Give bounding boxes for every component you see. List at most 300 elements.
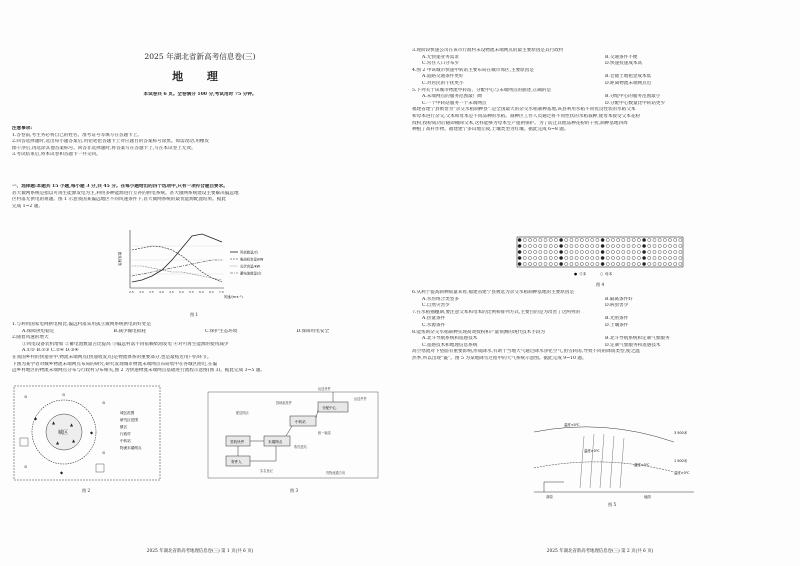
female-parent-plant [632, 238, 635, 241]
female-parent-plant [637, 238, 640, 241]
female-parent-plant [596, 238, 599, 241]
notice-line: 3.考试结束后,将本试卷和答题卡一并交回。 [12, 152, 101, 158]
exam-title: 2025 年湖北省新高考信息卷(三) [144, 52, 256, 61]
legend-item: 柴油机容量/kW [240, 257, 264, 262]
series-wind-turbines [132, 234, 222, 282]
figure-3-caption: 图 3 [290, 488, 299, 493]
female-parent-plant [534, 244, 537, 247]
female-parent-plant [544, 256, 547, 259]
x-tick: 4.5 [169, 290, 174, 294]
terrain-step [544, 482, 564, 492]
legend-item: 镇区 [120, 425, 128, 429]
female-parent-plant [658, 244, 661, 247]
question-7-options-row [412, 316, 788, 323]
female-parent-plant [632, 244, 635, 247]
question-2-statements: ①风电设备装机增加 ②蓄电池数量占比提高 ③偏远村落不再依赖柴油发电 ④对可再生能源的使用减少 [22, 341, 229, 347]
figure-3-flowchart [206, 384, 384, 484]
female-parent-plant [596, 256, 599, 259]
question-8-options-row [412, 336, 788, 343]
female-parent-plant [653, 238, 656, 241]
x-tick: 5.0 [179, 290, 184, 294]
option[interactable]: B.交通条件不便 [605, 54, 638, 60]
plateau-label: 高原 [546, 495, 553, 499]
option[interactable]: D.快递投递成本高 [605, 61, 643, 67]
female-parent-plant [523, 244, 526, 247]
female-parent-plant [648, 250, 651, 253]
x-tick: 6.5 [209, 290, 214, 294]
question-5: 5.下列关于该城市物流中转站、分配中心与末端网点的描述,正确的是 [412, 87, 552, 93]
edge-label: 统一输送 [318, 431, 331, 435]
subject-title: 地 理 [172, 70, 228, 83]
planting-cells [518, 238, 682, 265]
transfer-station-icon: ◆ [90, 430, 94, 435]
figure-5-caption: 图 5 [608, 502, 617, 507]
female-parent-plant [570, 262, 573, 265]
option[interactable]: C.保护生态环境 [205, 328, 238, 334]
option[interactable]: B.仓储土地租金成本低 [605, 74, 652, 80]
female-parent-plant [554, 250, 557, 253]
exam-page-2 [400, 0, 800, 566]
figure-4-caption: 图 4 [596, 282, 605, 287]
male-parent-plant [559, 262, 562, 265]
chart-grid [130, 246, 224, 274]
female-parent-plant [663, 262, 666, 265]
question-3-options-row [412, 55, 788, 62]
question-2-options[interactable]: A.①② B.①③ C.②④ D.③④ [22, 348, 79, 354]
option[interactable]: C.自然灾害少 [422, 303, 450, 309]
female-parent-plant [565, 244, 568, 247]
notice-line: 擦干净后,再选涂其他答案标号。回答非选择题时,将答案写在答题卡上,写在本试卷上无效。 [12, 145, 196, 151]
female-parent-plant [653, 250, 656, 253]
female-parent-plant [674, 256, 677, 259]
female-parent-plant [575, 262, 578, 265]
option[interactable]: A.末端网点的服务范围最广阔 [422, 94, 482, 100]
female-parent-plant [570, 238, 573, 241]
female-parent-plant [674, 244, 677, 247]
female-parent-plant [549, 256, 552, 259]
female-parent-plant [617, 238, 620, 241]
female-parent-plant [523, 238, 526, 241]
female-parent-plant [663, 250, 666, 253]
male-parent-plant [601, 238, 604, 241]
male-parent-plant [559, 238, 562, 241]
question-8: 8.能帮助杂交水稻制种实现高效授粉和产量预测的现代技术手段为 [412, 329, 546, 335]
female-parent-plant [549, 238, 552, 241]
female-parent-plant [575, 238, 578, 241]
female-parent-plant [668, 256, 671, 259]
node-label: 末端网点 [268, 440, 283, 444]
female-parent-plant [528, 256, 531, 259]
male-parent-icon: ● [574, 272, 578, 276]
female-parent-plant [580, 250, 583, 253]
female-parent-plant [679, 238, 682, 241]
female-parent-plant [632, 262, 635, 265]
passage-line: 高空寒流对下垫面有重要影响,形成降水,有助于当地大气通过降水净化空气,由雪转雨,导致不同的降雨类型,使之温 [412, 349, 640, 355]
ground-label: 地面 [644, 495, 651, 499]
female-parent-plant [637, 250, 640, 253]
female-parent-plant [627, 250, 630, 253]
option[interactable]: A.热量条件 [422, 316, 446, 322]
female-parent-plant [585, 256, 588, 259]
female-parent-plant [617, 256, 620, 259]
option[interactable]: D.定制气象服务和遥感技术 [605, 342, 661, 348]
female-parent-plant [591, 262, 594, 265]
precipitation-lines [580, 434, 624, 488]
female-parent-plant [637, 244, 640, 247]
male-parent-plant [559, 244, 562, 247]
temperature-label: 温度<0℃ [634, 463, 650, 467]
female-parent-plant [544, 238, 547, 241]
female-parent-plant [668, 262, 671, 265]
female-parent-plant [544, 262, 547, 265]
female-parent-plant [637, 256, 640, 259]
female-parent-plant [554, 238, 557, 241]
female-parent-plant [585, 262, 588, 265]
male-parent-plant [518, 238, 521, 241]
male-parent-plant [559, 250, 562, 253]
female-parent-plant [622, 262, 625, 265]
delivery-point-icon: ▲ [72, 438, 76, 443]
legend-item: 光伏容量/kW [240, 264, 261, 269]
female-parent-plant [539, 250, 542, 253]
option[interactable]: A.水热组合类型多 [422, 296, 459, 302]
node-label: 寄件人 [231, 460, 242, 464]
legend-item: 中转站 [120, 439, 131, 443]
female-parent-plant [549, 262, 552, 265]
female-parent-plant [611, 250, 614, 253]
male-parent-plant [601, 262, 604, 265]
village-icon: ⊙ [24, 394, 28, 399]
legend-item: 研究区范围 [120, 418, 138, 422]
female-parent-plant [611, 244, 614, 247]
male-parent-plant [642, 256, 645, 259]
question-3-options-row [412, 61, 788, 68]
female-parent-plant [580, 262, 583, 265]
legend-item: 风机数量/台 [240, 250, 259, 255]
female-parent-plant [658, 256, 661, 259]
female-parent-plant [539, 262, 542, 265]
female-parent-plant [585, 250, 588, 253]
female-parent-plant [611, 238, 614, 241]
village-icon: ⊙ [24, 464, 28, 469]
female-parent-plant [565, 238, 568, 241]
female-parent-plant [606, 256, 609, 259]
x-tick: 6.0 [199, 290, 204, 294]
passage-line: 远乡村地区的物流末端网点分布与行政村分布相关,图 2 为快递物流末端网点基础进行流程示意图(图 3)。据此完成 3~5 题。 [12, 368, 265, 374]
female-parent-plant [617, 262, 620, 265]
passage-line: 在我国乡村的快递业中,物流末端网点(快递收发点)是物流体系的重要部分,也是最贴近用户的环节。 [12, 354, 212, 360]
chart-legend [230, 250, 264, 276]
male-parent-plant [518, 250, 521, 253]
female-parent-plant [539, 256, 542, 259]
male-parent-plant [642, 238, 645, 241]
legend-item: 城区范围 [120, 411, 135, 415]
female-parent-plant [606, 238, 609, 241]
edge-label: 实名登记 [260, 469, 273, 473]
female-parent-plant [648, 262, 651, 265]
question-4-options-row [412, 74, 788, 81]
female-parent-plant [679, 244, 682, 247]
male-parent-plant [601, 256, 604, 259]
option[interactable]: B.北斗导航系统和定制气象服务 [605, 336, 670, 342]
town-box [20, 438, 28, 446]
figure-5-weather-diagram [524, 412, 704, 500]
female-parent-plant [591, 250, 594, 253]
legend-item: 蓄电池数量/台 [240, 271, 262, 276]
legend-item: 行政村 [120, 432, 131, 436]
female-parent-plant [534, 238, 537, 241]
male-parent-plant [559, 256, 562, 259]
female-parent-plant [617, 244, 620, 247]
female-parent-plant [668, 244, 671, 247]
series-diesel [132, 246, 222, 282]
female-parent-plant [627, 244, 630, 247]
male-parent-plant [601, 244, 604, 247]
delivery-point-icon: ▲ [70, 422, 74, 427]
passage-line: 区村落无供电的难题。图 1 示意我国某偏远地区不同风速条件下,甚大微网系统的最优能源配置结果。据此 [12, 197, 227, 203]
female-parent-plant [528, 238, 531, 241]
female-parent-plant [679, 250, 682, 253]
diagram-labels [546, 422, 690, 499]
question-4: 4.图 2 中该城市快递中转站主要布局在城市郊区,主要原因是 [412, 67, 534, 73]
female-parent-plant [549, 244, 552, 247]
female-parent-plant [658, 262, 661, 265]
delivery-point-icon: ▲ [56, 440, 60, 445]
female-parent-plant [534, 250, 537, 253]
question-7-options-row [412, 323, 788, 330]
female-parent-plant [528, 262, 531, 265]
female-parent-plant [554, 256, 557, 259]
figure-1-caption: 图 1 [190, 312, 199, 317]
female-parent-plant [575, 244, 578, 247]
option[interactable]: C.遥感技术和地理信息系统 [422, 342, 478, 348]
page-1-footer: 2025 年湖北省新高考地理信息卷(三) 第 1 页(共 6 页) [146, 549, 254, 554]
warm-layer-boundary [534, 462, 674, 472]
female-parent-plant [648, 256, 651, 259]
x-tick-labels [129, 290, 224, 294]
male-parent-plant [518, 262, 521, 265]
male-parent-plant [642, 244, 645, 247]
female-parent-plant [580, 256, 583, 259]
option[interactable]: A.保障供电稳定 [22, 328, 55, 334]
female-parent-plant [528, 250, 531, 253]
edge-label: 货物流通方向 [326, 471, 346, 475]
section-1-heading: 一、选择题:本题共 15 小题,每小题 3 分,共 45 分。在每小题给出的四个选项中,只有一项符合题目要求。 [12, 184, 228, 189]
option[interactable]: C.对居民的干扰更小 [422, 80, 464, 86]
y-axis-label: 装机容量 [118, 251, 122, 266]
question-4-options-row [412, 81, 788, 88]
legend-item: 母本 [605, 272, 613, 276]
female-parent-plant [549, 250, 552, 253]
passage-line: 下图为某学者对城乡物流末端网点布局的研究,研究发现城市物流末端网点布局集中在各城区附近,在偏 [12, 361, 218, 367]
x-tick: 4.0 [159, 290, 164, 294]
map-legend [120, 410, 142, 450]
option[interactable]: D.距离物流末端网点近 [605, 80, 652, 86]
female-parent-plant [523, 250, 526, 253]
question-8-options-row [412, 343, 788, 350]
female-parent-plant [565, 250, 568, 253]
female-parent-plant [674, 250, 677, 253]
village-icon: ⊙ [102, 450, 106, 455]
option[interactable]: D.病虫害少 [605, 303, 629, 309]
female-parent-plant [544, 250, 547, 253]
female-parent-plant [674, 238, 677, 241]
female-parent-plant [591, 244, 594, 247]
option[interactable]: B.减少输电损耗 [113, 328, 146, 334]
notice-title: 注意事项: [12, 126, 33, 131]
female-parent-plant [668, 238, 671, 241]
female-parent-plant [570, 250, 573, 253]
female-parent-plant [648, 238, 651, 241]
female-parent-plant [653, 244, 656, 247]
option[interactable]: D.土壤条件 [605, 322, 629, 328]
female-parent-plant [606, 244, 609, 247]
notice-line: 1.答卷前,考生务必将自己的姓名、准考证号等填写在答题卡上。 [12, 132, 142, 138]
passage-line: 热季,所以出现“霰”。图 5 为某地降雪过程中的天气系统示意图。据此完成 9~10 题。 [412, 355, 587, 361]
x-tick: 3.5 [149, 290, 154, 294]
female-parent-plant [622, 250, 625, 253]
female-parent-plant [648, 244, 651, 247]
male-parent-plant [642, 250, 645, 253]
male-parent-plant [518, 256, 521, 259]
female-parent-plant [565, 256, 568, 259]
x-tick: 7.0 [219, 290, 224, 294]
female-parent-plant [554, 244, 557, 247]
female-parent-plant [606, 250, 609, 253]
option[interactable]: B.分配中心的服务范围最小 [605, 94, 661, 100]
female-parent-plant [653, 256, 656, 259]
x-tick: 2.5 [129, 290, 134, 294]
passage-line: 授粉,授粉成功后随即剔除父本,这样能够为母本生产提供保护。为了防止其他品种花粉的干扰,制种基地四周 [412, 120, 628, 126]
x-tick: 3.0 [139, 290, 144, 294]
option[interactable]: D.保障用电安全 [296, 328, 330, 334]
passage-line: 完成 1~2 题。 [12, 203, 43, 209]
transfer-station-icon: ◆ [34, 416, 38, 421]
temperature-label: 温度<0℃ [564, 423, 580, 427]
female-parent-plant [580, 244, 583, 247]
female-parent-plant [632, 250, 635, 253]
female-parent-plant [606, 262, 609, 265]
transfer-station-icon: ◆ [60, 470, 64, 475]
edge-label: 按地址派件 [276, 401, 292, 405]
option[interactable]: C.一个中转站服务一个末端网点 [422, 100, 487, 106]
male-parent-plant [518, 244, 521, 247]
node-label: 签收快件 [230, 440, 245, 444]
question-1: 1.与利用国家电网供电相比,偏远村落采用孤立微网系统供电的好处是 [12, 322, 152, 327]
male-parent-plant [642, 262, 645, 265]
figure-1-chart [112, 226, 282, 308]
female-parent-plant [653, 262, 656, 265]
female-parent-plant [534, 256, 537, 259]
edge-label: 收货进站 [294, 445, 307, 449]
x-axis-label: 风速/(m·s⁻¹) [224, 295, 243, 299]
question-6: 6.从利于提高制种质量来看,福建省建宁县被选为杂交水稻制种基地的主要原因是 [412, 290, 575, 295]
female-parent-plant [591, 238, 594, 241]
figure-4-planting-grid [516, 236, 684, 278]
option[interactable]: B.光照条件 [605, 316, 629, 322]
female-parent-plant [668, 250, 671, 253]
altitude-label: 1 500米 [674, 459, 688, 463]
passage-line: 种植了高秆作物。福建建宁多山地丘陵,土壤类型为红壤。据此完成 6~8 题。 [412, 127, 569, 133]
urban-center-label: 城区 [58, 430, 69, 436]
edge-label: 配送网点 [236, 411, 249, 415]
male-parent-plant [601, 250, 604, 253]
female-parent-plant [596, 244, 599, 247]
female-parent-plant [611, 262, 614, 265]
female-parent-plant [622, 238, 625, 241]
female-parent-plant [570, 244, 573, 247]
female-parent-plant [627, 262, 630, 265]
female-parent-plant [658, 238, 661, 241]
edge-label: 运送件件 [354, 397, 367, 401]
node-label: 分配中心 [322, 406, 337, 410]
passage-line: 和母本进行杂交,父本和母本是不同品种的水稻。制种区工作人员通过将不同性状的水稻栽种,使母本接受父本花粉 [412, 113, 641, 119]
study-area-border [14, 386, 160, 480]
legend-item: 物流末端网点 [120, 446, 142, 450]
female-parent-plant [528, 244, 531, 247]
town-box [96, 464, 104, 472]
notice-line: 2.回答选择题时,选出每小题答案后,用铅笔把答题卡上对应题目的答案标号涂黑。如需改动,用橡皮 [12, 139, 210, 145]
female-parent-plant [611, 256, 614, 259]
edge-label: 运送快件 [318, 387, 331, 391]
option[interactable]: B.隔离条件好 [605, 296, 633, 302]
female-parent-plant [591, 256, 594, 259]
female-parent-plant [575, 256, 578, 259]
option[interactable]: A.道路交通条件更好 [422, 74, 464, 80]
passage-line: 福建省建宁县被誉为“杂交水稻制种县”,是全国最大的杂交水稻制种基地,该县利用水稻不同优良性状的水稻父本 [412, 107, 636, 113]
female-parent-icon: ○ [600, 272, 604, 276]
female-parent-plant [596, 262, 599, 265]
village-icon: ⊙ [102, 400, 106, 405]
question-6-options-row [412, 303, 788, 310]
female-parent-plant [580, 238, 583, 241]
series-battery [132, 260, 222, 276]
question-5-options-row [412, 94, 788, 101]
figure-2-map [12, 384, 162, 484]
female-parent-plant [663, 238, 666, 241]
legend-item: 父本 [579, 272, 587, 276]
female-parent-plant [565, 262, 568, 265]
female-parent-plant [627, 238, 630, 241]
node-label: 中转站 [295, 420, 306, 424]
altitude-label: 3 500米 [674, 431, 688, 435]
female-parent-plant [674, 262, 677, 265]
question-2: 2.随着风速的增大 [12, 335, 49, 341]
female-parent-plant [617, 250, 620, 253]
female-parent-plant [570, 256, 573, 259]
female-parent-plant [637, 262, 640, 265]
female-parent-plant [627, 256, 630, 259]
female-parent-plant [539, 238, 542, 241]
x-tick: 5.5 [189, 290, 194, 294]
female-parent-plant [585, 238, 588, 241]
question-1-options [12, 329, 388, 336]
female-parent-plant [596, 250, 599, 253]
exam-info: 本试卷共 6 页。全卷满分 100 分,考试用时 75 分钟。 [143, 92, 257, 97]
question-3: 3.现阶段快递公司在该市行政村末设物流末端网点的最主要原因是其行政村 [412, 48, 564, 53]
option[interactable]: C.常住人口分布少 [422, 61, 459, 67]
temperature-label: 温度>0℃ [674, 471, 690, 475]
temperature-label: 温度>0℃ [584, 449, 600, 453]
option[interactable]: D.分配中心数量比中转站更少 [605, 100, 666, 106]
female-parent-plant [575, 250, 578, 253]
female-parent-plant [544, 244, 547, 247]
option[interactable]: A.北斗导航系统和遥感技术 [422, 336, 478, 342]
option[interactable]: A.无快递业务需求 [422, 54, 459, 60]
female-parent-plant [663, 256, 666, 259]
grid-legend [574, 271, 613, 276]
option[interactable]: C.水源条件 [422, 322, 446, 328]
